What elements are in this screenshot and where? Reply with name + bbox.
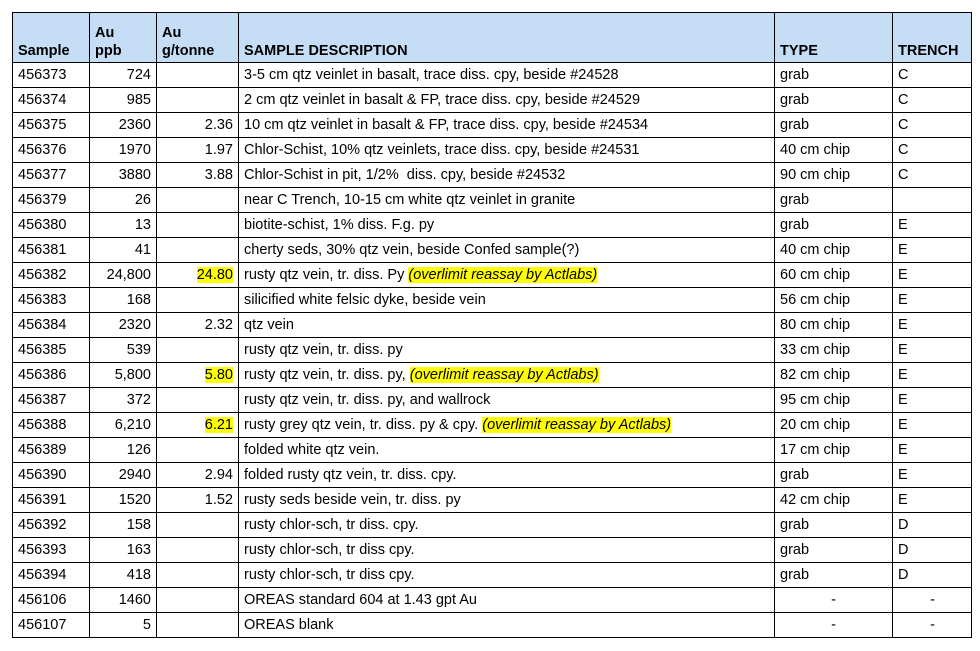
cell-type: 56 cm chip: [775, 288, 893, 313]
description-text: 10 cm qtz veinlet in basalt & FP, trace diss. cpy, beside #24534: [244, 117, 649, 133]
table-row: [13, 513, 972, 538]
table-row: [13, 88, 972, 113]
description-text: rusty qtz vein, tr. diss. py, and wallrock: [244, 392, 491, 408]
cell-type: grab: [775, 88, 893, 113]
cell-au-ppb: 163: [90, 538, 157, 563]
table-row: [13, 263, 972, 288]
table-row: [13, 413, 972, 438]
description-text: rusty seds beside vein, tr. diss. py: [244, 492, 461, 508]
cell-sample-id: 456383: [13, 288, 90, 313]
cell-au-ppb: 13: [90, 213, 157, 238]
cell-type: grab: [775, 113, 893, 138]
cell-au-gtonne: [157, 463, 239, 488]
cell-au-gtonne: [157, 213, 239, 238]
table-header: [13, 13, 972, 63]
cell-au-gtonne: [157, 363, 239, 388]
cell-au-gtonne: [157, 263, 239, 288]
description-text: folded white qtz vein.: [244, 442, 380, 458]
cell-type: grab: [775, 513, 893, 538]
cell-au-gtonne: [157, 388, 239, 413]
cell-type: 82 cm chip: [775, 363, 893, 388]
cell-sample-id: 456392: [13, 513, 90, 538]
cell-au-ppb: 418: [90, 563, 157, 588]
cell-sample-description: [239, 513, 775, 538]
cell-au-gtonne: [157, 513, 239, 538]
cell-sample-description: [239, 163, 775, 188]
cell-trench: C: [893, 113, 972, 138]
cell-type: grab: [775, 213, 893, 238]
cell-au-ppb: 2320: [90, 313, 157, 338]
description-text: rusty qtz vein, tr. diss. py,: [244, 367, 410, 383]
cell-sample-id: 456106: [13, 588, 90, 613]
cell-sample-description: [239, 188, 775, 213]
table-row: [13, 313, 972, 338]
table-row: [13, 138, 972, 163]
cell-trench: E: [893, 388, 972, 413]
cell-trench: E: [893, 363, 972, 388]
table-row: [13, 563, 972, 588]
cell-au-gtonne: [157, 163, 239, 188]
cell-trench: E: [893, 213, 972, 238]
value: 1.52: [204, 492, 233, 508]
cell-sample-description: [239, 538, 775, 563]
cell-trench: -: [893, 588, 972, 613]
cell-au-gtonne: [157, 88, 239, 113]
cell-au-ppb: 5: [90, 613, 157, 638]
description-text: near C Trench, 10-15 cm white qtz veinlet in granite: [244, 192, 576, 208]
cell-au-gtonne: [157, 538, 239, 563]
cell-sample-description: [239, 88, 775, 113]
cell-au-gtonne: [157, 413, 239, 438]
cell-au-gtonne: [157, 563, 239, 588]
cell-sample-description: [239, 388, 775, 413]
cell-sample-id: 456386: [13, 363, 90, 388]
cell-trench: E: [893, 413, 972, 438]
cell-sample-id: 456381: [13, 238, 90, 263]
cell-type: 40 cm chip: [775, 238, 893, 263]
table-row: [13, 113, 972, 138]
cell-trench: E: [893, 313, 972, 338]
cell-sample-description: [239, 588, 775, 613]
cell-trench: C: [893, 88, 972, 113]
value: 1.97: [204, 142, 233, 158]
cell-au-ppb: 3880: [90, 163, 157, 188]
cell-au-gtonne: [157, 613, 239, 638]
table-body: [13, 63, 972, 638]
cell-sample-description: [239, 563, 775, 588]
cell-trench: C: [893, 138, 972, 163]
cell-au-ppb: 2360: [90, 113, 157, 138]
description-text: Chlor-Schist, 10% qtz veinlets, trace diss. cpy, beside #24531: [244, 142, 640, 158]
cell-trench: E: [893, 238, 972, 263]
cell-au-gtonne: [157, 188, 239, 213]
header-au-ppb: Au ppb: [90, 13, 157, 63]
cell-sample-description: [239, 63, 775, 88]
cell-sample-id: 456107: [13, 613, 90, 638]
cell-sample-id: 456379: [13, 188, 90, 213]
table-row: [13, 488, 972, 513]
description-text: OREAS blank: [244, 617, 334, 633]
cell-au-gtonne: [157, 488, 239, 513]
cell-au-ppb: 5,800: [90, 363, 157, 388]
cell-type: 40 cm chip: [775, 138, 893, 163]
description-text: folded rusty qtz vein, tr. diss. cpy.: [244, 467, 457, 483]
cell-sample-description: [239, 413, 775, 438]
cell-trench: E: [893, 463, 972, 488]
cell-trench: E: [893, 488, 972, 513]
cell-au-gtonne: [157, 63, 239, 88]
cell-sample-description: [239, 113, 775, 138]
cell-au-ppb: 168: [90, 288, 157, 313]
table-row: [13, 188, 972, 213]
cell-sample-description: [239, 363, 775, 388]
table-row: [13, 63, 972, 88]
cell-type: grab: [775, 563, 893, 588]
cell-sample-description: [239, 463, 775, 488]
cell-trench: C: [893, 163, 972, 188]
description-text: rusty chlor-sch, tr diss cpy.: [244, 542, 415, 558]
table-row: [13, 613, 972, 638]
cell-au-ppb: 6,210: [90, 413, 157, 438]
table-row: [13, 238, 972, 263]
value: 3.88: [204, 167, 233, 183]
description-text: OREAS standard 604 at 1.43 gpt Au: [244, 592, 477, 608]
cell-type: grab: [775, 538, 893, 563]
reassay-note: (overlimit reassay by Actlabs): [482, 417, 672, 433]
description-text: rusty qtz vein, tr. diss. Py: [244, 267, 409, 283]
cell-trench: E: [893, 288, 972, 313]
description-text: 3-5 cm qtz veinlet in basalt, trace diss. cpy, beside #24528: [244, 67, 619, 83]
cell-trench: E: [893, 338, 972, 363]
description-text: 2 cm qtz veinlet in basalt & FP, trace diss. cpy, beside #24529: [244, 92, 641, 108]
cell-sample-id: 456376: [13, 138, 90, 163]
cell-sample-id: 456384: [13, 313, 90, 338]
table-row: [13, 588, 972, 613]
cell-au-gtonne: [157, 438, 239, 463]
cell-au-gtonne: [157, 113, 239, 138]
reassay-note: (overlimit reassay by Actlabs): [408, 267, 598, 283]
cell-sample-description: [239, 488, 775, 513]
cell-sample-description: [239, 613, 775, 638]
cell-trench: D: [893, 513, 972, 538]
cell-sample-id: 456394: [13, 563, 90, 588]
description-text: rusty chlor-sch, tr diss cpy.: [244, 567, 415, 583]
cell-sample-description: [239, 313, 775, 338]
cell-sample-description: [239, 263, 775, 288]
value: 2.36: [204, 117, 233, 133]
cell-sample-id: 456391: [13, 488, 90, 513]
description-text: biotite-schist, 1% diss. F.g. py: [244, 217, 435, 233]
header-trench: TRENCH: [893, 13, 972, 63]
cell-au-ppb: 1520: [90, 488, 157, 513]
cell-sample-id: 456390: [13, 463, 90, 488]
cell-au-ppb: 539: [90, 338, 157, 363]
cell-au-gtonne: [157, 138, 239, 163]
description-text: rusty qtz vein, tr. diss. py: [244, 342, 403, 358]
table-row: [13, 288, 972, 313]
cell-sample-description: [239, 213, 775, 238]
cell-type: -: [775, 588, 893, 613]
table-row: [13, 388, 972, 413]
cell-trench: C: [893, 63, 972, 88]
header-type: TYPE: [775, 13, 893, 63]
description-text: rusty grey qtz vein, tr. diss. py & cpy.: [244, 417, 483, 433]
cell-type: 33 cm chip: [775, 338, 893, 363]
cell-au-ppb: 724: [90, 63, 157, 88]
cell-sample-description: [239, 338, 775, 363]
table-row: [13, 438, 972, 463]
cell-sample-id: 456393: [13, 538, 90, 563]
cell-sample-id: 456388: [13, 413, 90, 438]
table-row: [13, 463, 972, 488]
cell-sample-id: 456375: [13, 113, 90, 138]
cell-au-ppb: 158: [90, 513, 157, 538]
assay-results-table: [12, 12, 972, 638]
cell-type: 80 cm chip: [775, 313, 893, 338]
reassay-note: (overlimit reassay by Actlabs): [409, 367, 599, 383]
cell-trench: E: [893, 263, 972, 288]
cell-sample-description: [239, 288, 775, 313]
cell-sample-id: 456374: [13, 88, 90, 113]
cell-trench: D: [893, 563, 972, 588]
description-text: cherty seds, 30% qtz vein, beside Confed sample(?): [244, 242, 580, 258]
description-text: qtz vein: [244, 317, 294, 333]
cell-sample-description: [239, 438, 775, 463]
description-text: silicified white felsic dyke, beside vein: [244, 292, 486, 308]
cell-au-gtonne: [157, 288, 239, 313]
cell-type: 42 cm chip: [775, 488, 893, 513]
cell-au-gtonne: [157, 588, 239, 613]
highlighted-value: 5.80: [204, 367, 233, 383]
cell-trench: D: [893, 538, 972, 563]
cell-trench: -: [893, 613, 972, 638]
cell-trench: [893, 188, 972, 213]
table-row: [13, 338, 972, 363]
cell-sample-id: 456380: [13, 213, 90, 238]
highlighted-value: 6.21: [204, 417, 233, 433]
cell-sample-id: 456382: [13, 263, 90, 288]
cell-sample-id: 456387: [13, 388, 90, 413]
table-row: [13, 538, 972, 563]
cell-sample-description: [239, 138, 775, 163]
cell-au-ppb: 372: [90, 388, 157, 413]
cell-sample-id: 456385: [13, 338, 90, 363]
cell-type: grab: [775, 63, 893, 88]
cell-au-ppb: 985: [90, 88, 157, 113]
cell-au-gtonne: [157, 238, 239, 263]
cell-au-ppb: 26: [90, 188, 157, 213]
cell-sample-description: [239, 238, 775, 263]
cell-type: 95 cm chip: [775, 388, 893, 413]
header-sample: Sample: [13, 13, 90, 63]
cell-au-ppb: 41: [90, 238, 157, 263]
table-row: [13, 213, 972, 238]
cell-au-ppb: 24,800: [90, 263, 157, 288]
cell-au-ppb: 1970: [90, 138, 157, 163]
description-text: Chlor-Schist in pit, 1/2% diss. cpy, beside #24532: [244, 167, 566, 183]
cell-type: grab: [775, 188, 893, 213]
cell-type: 17 cm chip: [775, 438, 893, 463]
value: 2.94: [204, 467, 233, 483]
cell-trench: E: [893, 438, 972, 463]
cell-type: 90 cm chip: [775, 163, 893, 188]
cell-type: grab: [775, 463, 893, 488]
cell-type: -: [775, 613, 893, 638]
cell-au-ppb: 2940: [90, 463, 157, 488]
cell-sample-id: 456389: [13, 438, 90, 463]
header-row: [13, 13, 972, 63]
cell-au-ppb: 1460: [90, 588, 157, 613]
header-sample-description: SAMPLE DESCRIPTION: [239, 13, 775, 63]
value: 2.32: [204, 317, 233, 333]
table-row: [13, 363, 972, 388]
highlighted-value: 24.80: [196, 267, 233, 283]
cell-type: 20 cm chip: [775, 413, 893, 438]
cell-au-gtonne: [157, 338, 239, 363]
description-text: rusty chlor-sch, tr diss. cpy.: [244, 517, 419, 533]
cell-sample-id: 456373: [13, 63, 90, 88]
cell-type: 60 cm chip: [775, 263, 893, 288]
cell-au-gtonne: [157, 313, 239, 338]
header-au-gtonne: Au g/tonne: [157, 13, 239, 63]
cell-sample-id: 456377: [13, 163, 90, 188]
cell-au-ppb: 126: [90, 438, 157, 463]
table-row: [13, 163, 972, 188]
